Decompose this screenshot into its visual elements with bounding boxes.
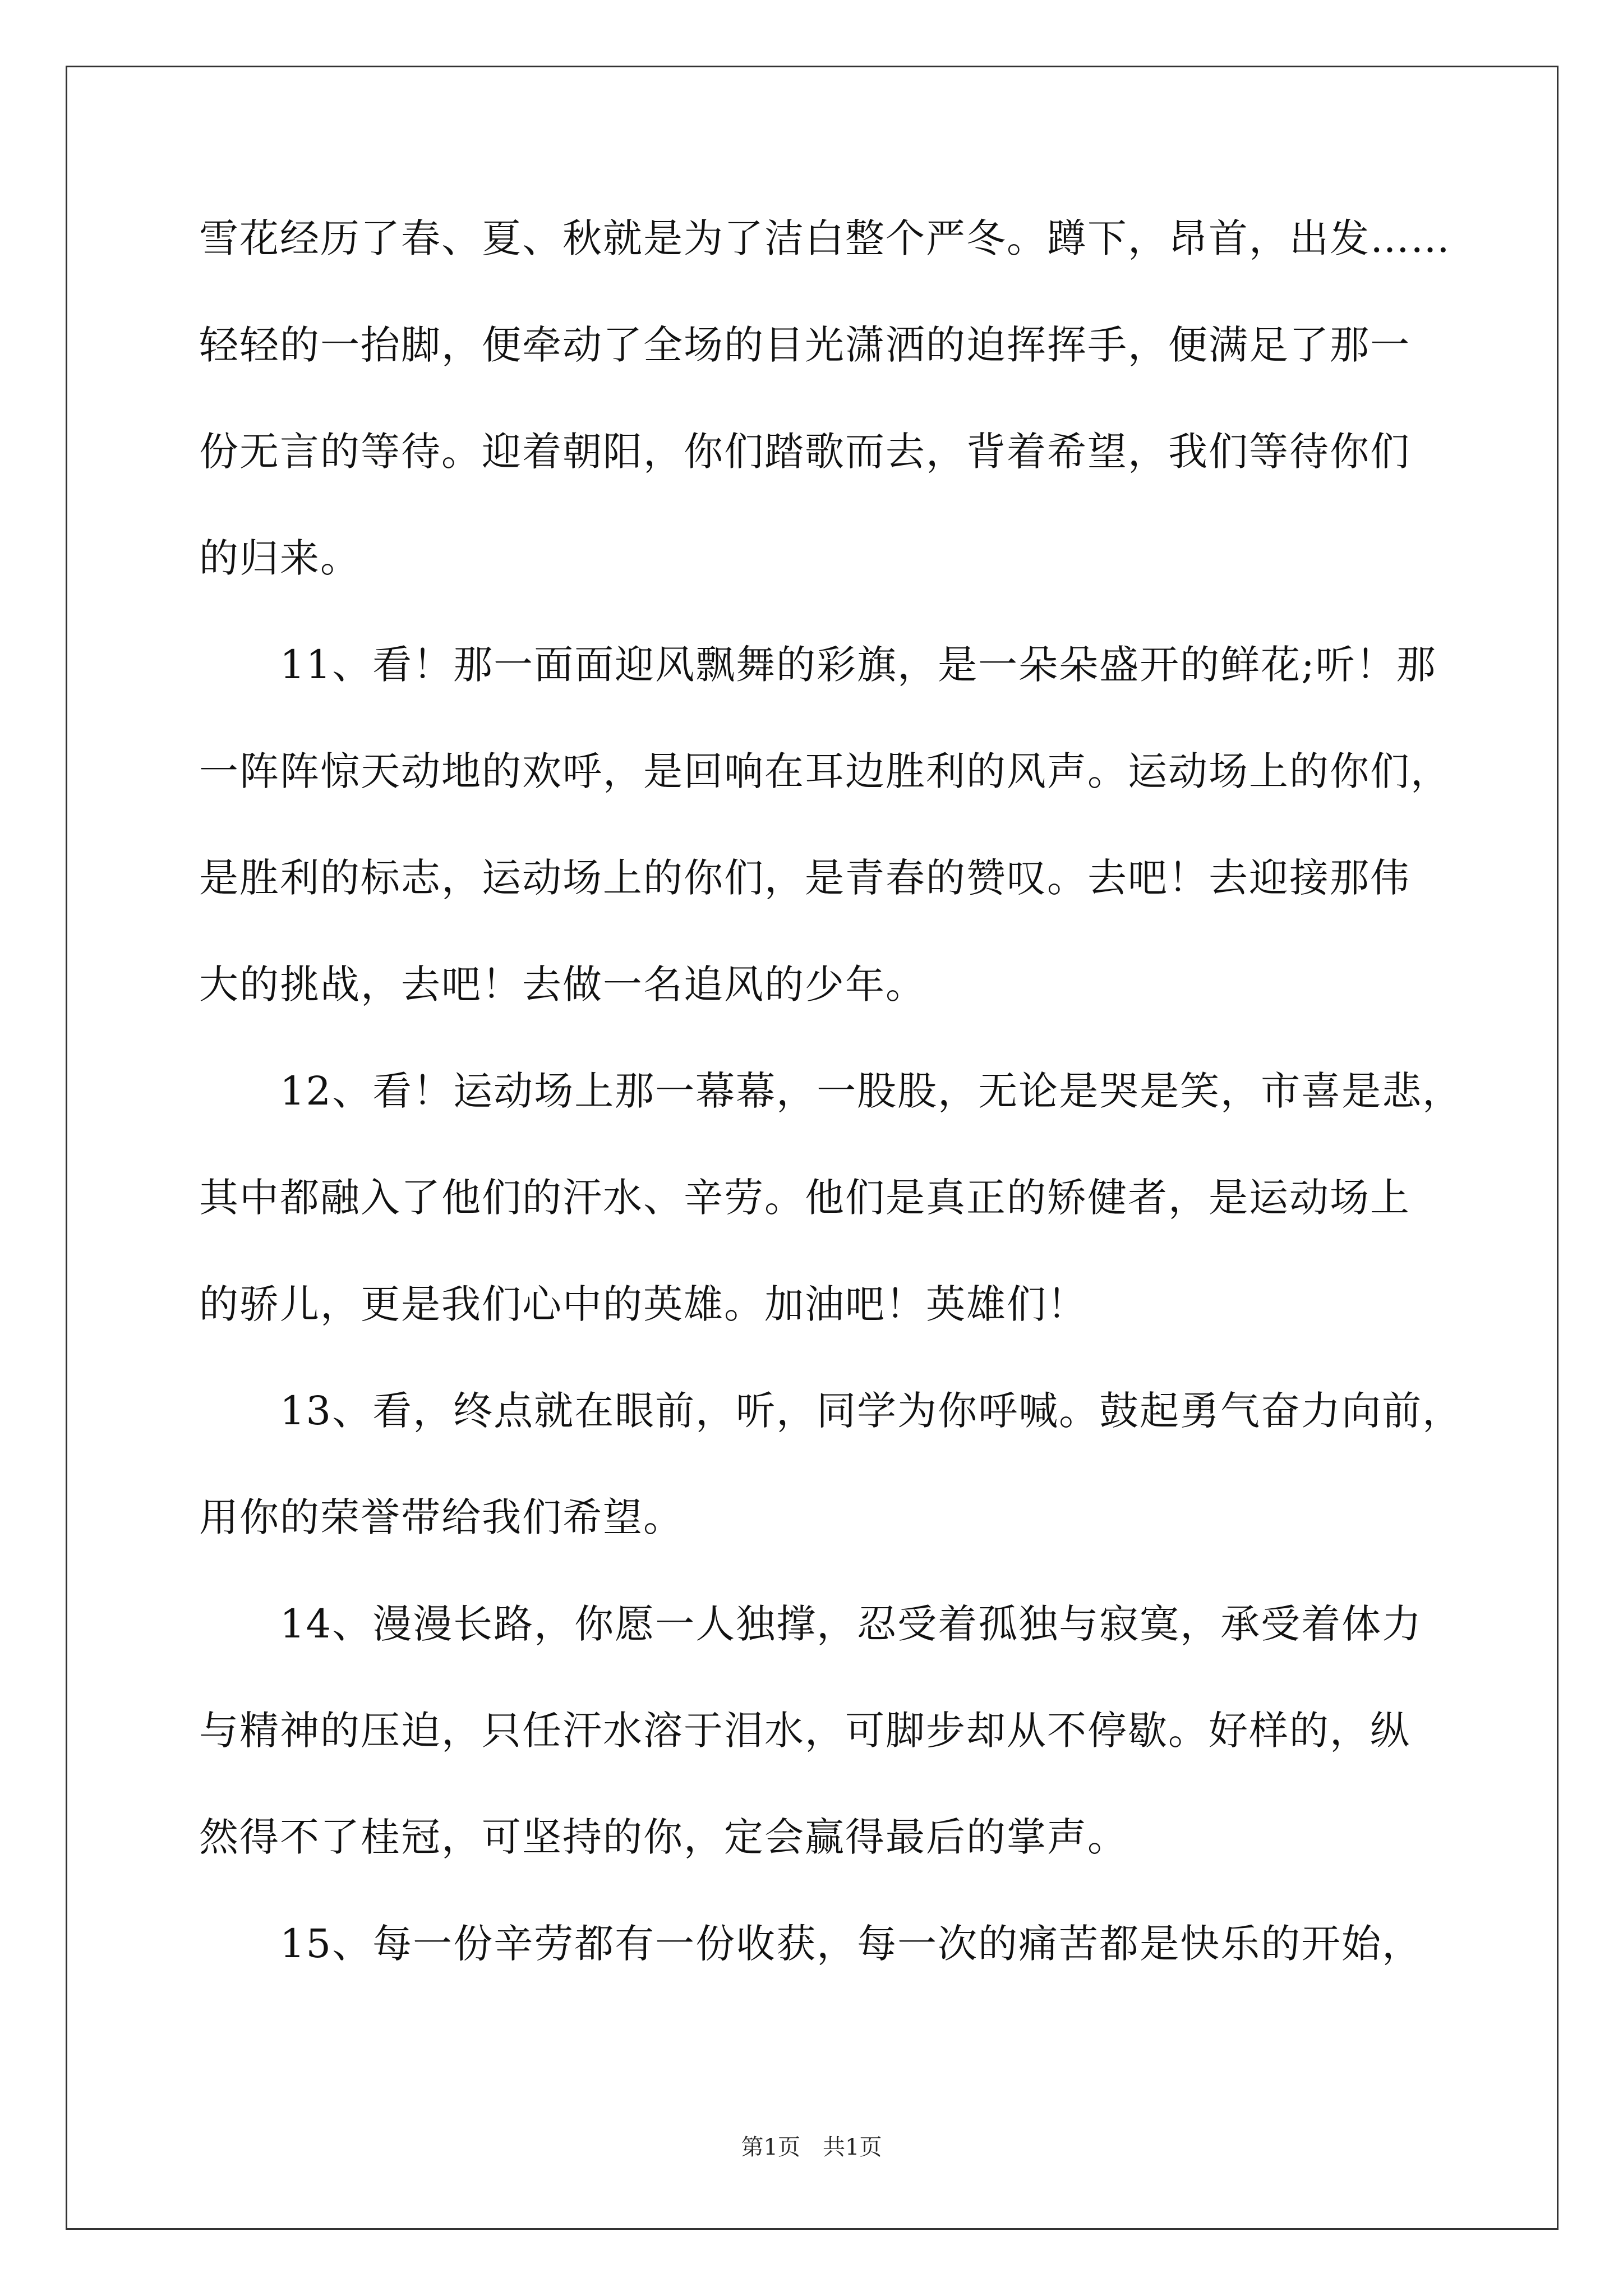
- text-line: 轻轻的一抬脚，便牵动了全场的目光潇洒的迫挥挥手，便满足了那一: [199, 322, 1410, 368]
- text-line: 14、漫漫长路，你愿一人独撑，忍受着孤独与寂寞，承受着体力: [199, 1601, 1423, 1647]
- text-line: 13、看，终点就在眼前，听，同学为你呼喊。鼓起勇气奋力向前，: [199, 1388, 1463, 1434]
- text-line: 其中都融入了他们的汗水、辛劳。他们是真正的矫健者，是运动场上: [199, 1175, 1410, 1221]
- text-line: 11、看！那一面面迎风飘舞的彩旗，是一朵朵盛开的鲜花;听！那: [199, 642, 1437, 688]
- text-line: 用你的荣誉带给我们希望。: [199, 1494, 684, 1540]
- text-line: 的归来。: [199, 535, 361, 581]
- text-line: 雪花经历了春、夏、秋就是为了洁白整个严冬。蹲下，昂首，出发……: [199, 215, 1451, 261]
- text-line: 然得不了桂冠，可坚持的你，定会赢得最后的掌声。: [199, 1814, 1128, 1860]
- page-number: 第1页 共1页: [741, 2134, 882, 2160]
- text-line: 一阵阵惊天动地的欢呼，是回响在耳边胜利的风声。运动场上的你们，: [199, 748, 1451, 794]
- text-line: 12、看！运动场上那一幕幕，一股股，无论是哭是笑，市喜是悲，: [199, 1068, 1463, 1114]
- text-line: 的骄儿，更是我们心中的英雄。加油吧！英雄们！: [199, 1281, 1087, 1327]
- text-line: 份无言的等待。迎着朝阳，你们踏歌而去，背着希望，我们等待你们: [199, 429, 1410, 475]
- text-line: 与精神的压迫，只任汗水溶于泪水，可脚步却从不停歇。好样的，纵: [199, 1708, 1410, 1754]
- page-border: [66, 66, 1559, 2230]
- text-line: 15、每一份辛劳都有一份收获，每一次的痛苦都是快乐的开始，: [199, 1921, 1423, 1967]
- text-line: 是胜利的标志，运动场上的你们，是青春的赞叹。去吧！去迎接那伟: [199, 855, 1410, 901]
- text-line: 大的挑战，去吧！去做一名追风的少年。: [199, 961, 926, 1007]
